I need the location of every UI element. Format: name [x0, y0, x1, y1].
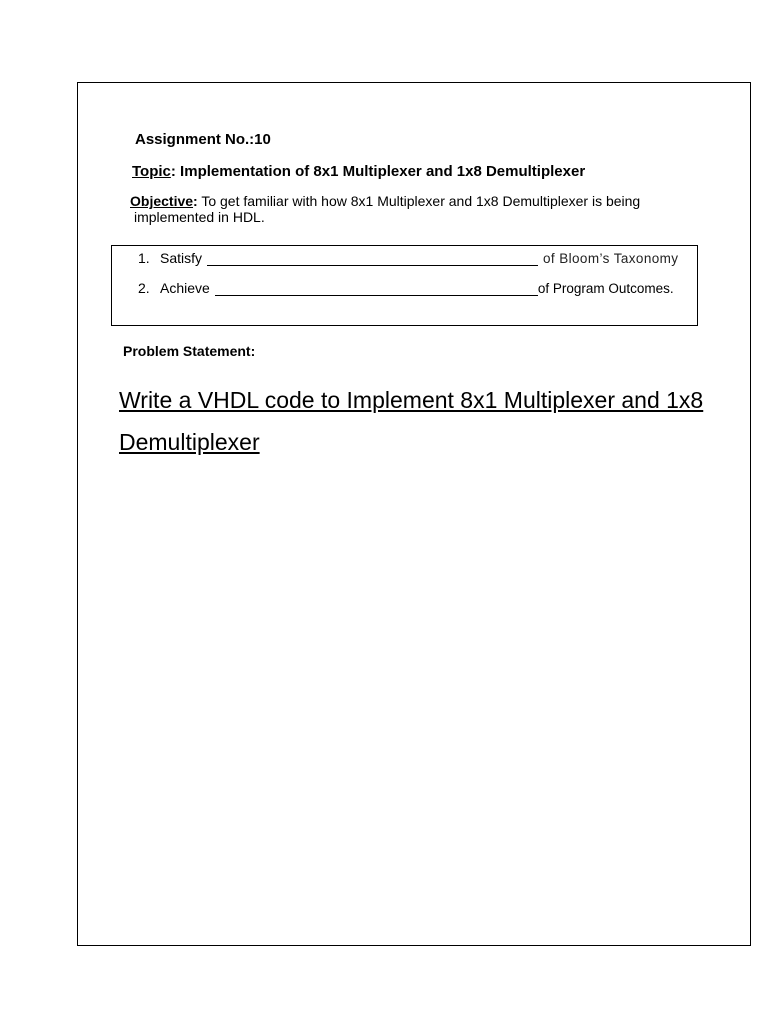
assignment-number: Assignment No.:10 — [135, 131, 271, 148]
outcome-tail: of Program Outcomes. — [537, 281, 674, 296]
problem-statement-text: Write a VHDL code to Implement 8x1 Multiplexer and 1x8 Demultiplexer — [119, 387, 704, 455]
outcome-item — [138, 280, 674, 296]
outcome-tail: of Bloom’s Taxonomy — [543, 251, 679, 266]
outcome-number: 2. — [138, 280, 150, 296]
objective-continuation: implemented in HDL. — [134, 209, 265, 225]
objective-label: Objective — [130, 193, 194, 209]
problem-statement-heading: Problem Statement: — [123, 343, 256, 359]
topic-line — [132, 163, 585, 180]
outcome-item — [138, 250, 678, 266]
outcome-word: Satisfy — [160, 250, 203, 266]
outcome-blank-line — [207, 250, 538, 266]
objective — [130, 193, 690, 225]
topic-text: Implementation of 8x1 Multiplexer and 1x8 Demultiplexer — [175, 163, 586, 180]
outcome-blank-line — [215, 280, 538, 296]
objective-separator: : — [193, 193, 198, 209]
topic-label: Topic — [132, 163, 171, 180]
outcome-word: Achieve — [160, 280, 210, 296]
outcome-number: 1. — [138, 250, 150, 266]
topic-separator: : — [170, 163, 176, 180]
objective-text: To get familiar with how 8x1 Multiplexer and 1x8 Demultiplexer is being — [197, 193, 641, 209]
